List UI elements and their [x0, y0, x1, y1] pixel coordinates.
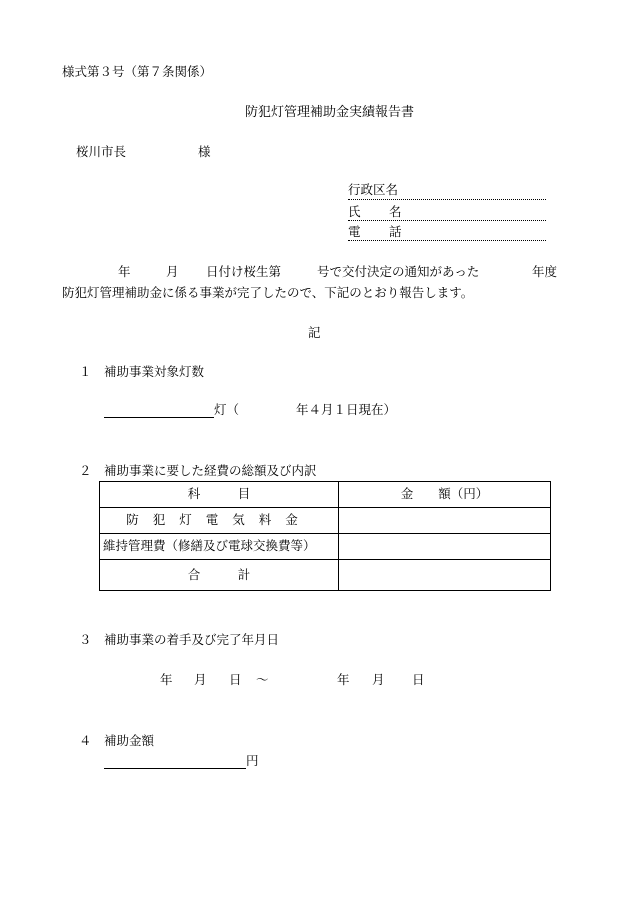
end-year: 年 — [337, 672, 350, 687]
body-fiscal-year: 年度 — [532, 264, 558, 279]
body-line-2: 防犯灯管理補助金に係る事業が完了したので、下記のとおり報告します。 — [62, 285, 474, 300]
phone-label-2: 話 — [389, 224, 402, 239]
section4-number: ４ — [79, 733, 92, 748]
ki-heading: 記 — [308, 325, 321, 340]
body-month: 月 — [166, 264, 179, 279]
section1-heading: 補助事業対象灯数 — [104, 364, 205, 379]
lamp-unit: 灯（ — [214, 402, 240, 417]
section3-number: ３ — [79, 632, 92, 647]
row-maintenance-label: 維持管理費（修繕及び電球交換費等） — [100, 534, 339, 560]
body-year: 年 — [118, 264, 131, 279]
row-maintenance-amount[interactable] — [339, 534, 551, 560]
body-number: 号で交付決定の通知があった — [317, 264, 480, 279]
table-total-row — [100, 560, 551, 591]
expense-table — [99, 481, 551, 591]
header-item: 科 目 — [100, 482, 339, 508]
subsidy-amount-field[interactable] — [104, 754, 246, 769]
form-label: 様式第３号（第７条関係） — [62, 64, 213, 79]
district-name-label: 行政区名 — [348, 182, 399, 197]
phone-field[interactable] — [348, 240, 546, 241]
total-label: 合 計 — [100, 560, 339, 591]
table-row — [100, 508, 551, 534]
header-amount: 金 額（円） — [339, 482, 551, 508]
section1-number: １ — [79, 364, 92, 379]
applicant-name-label-1: 氏 — [348, 204, 361, 219]
section2-number: ２ — [79, 463, 92, 478]
total-amount[interactable] — [339, 560, 551, 591]
start-year: 年 — [160, 672, 173, 687]
table-header-row — [100, 482, 551, 508]
row-electricity-amount[interactable] — [339, 508, 551, 534]
addressee-honorific: 様 — [198, 144, 211, 159]
lamp-as-of: 年４月１日現在） — [296, 402, 397, 417]
row-electricity-label: 防犯灯電気料金 — [100, 508, 339, 534]
district-name-field[interactable] — [348, 199, 546, 200]
section4-heading: 補助金額 — [104, 733, 155, 748]
section3-heading: 補助事業の着手及び完了年月日 — [104, 632, 280, 647]
document-title: 防犯灯管理補助金実績報告書 — [245, 105, 415, 120]
phone-label-1: 電 — [348, 224, 361, 239]
body-date-ref: 日付け桜生第 — [206, 264, 282, 279]
applicant-name-label-2: 名 — [389, 204, 402, 219]
subsidy-unit: 円 — [246, 753, 259, 768]
applicant-name-field[interactable] — [348, 220, 546, 221]
date-range-tilde: ～ — [256, 672, 269, 687]
end-month: 月 — [372, 672, 385, 687]
start-month: 月 — [194, 672, 207, 687]
table-row — [100, 534, 551, 560]
start-day: 日 — [229, 672, 242, 687]
end-day: 日 — [412, 672, 425, 687]
addressee-name: 桜川市長 — [76, 144, 127, 159]
section2-heading: 補助事業に要した経費の総額及び内訳 — [104, 463, 317, 478]
lamp-count-field[interactable] — [104, 403, 214, 418]
